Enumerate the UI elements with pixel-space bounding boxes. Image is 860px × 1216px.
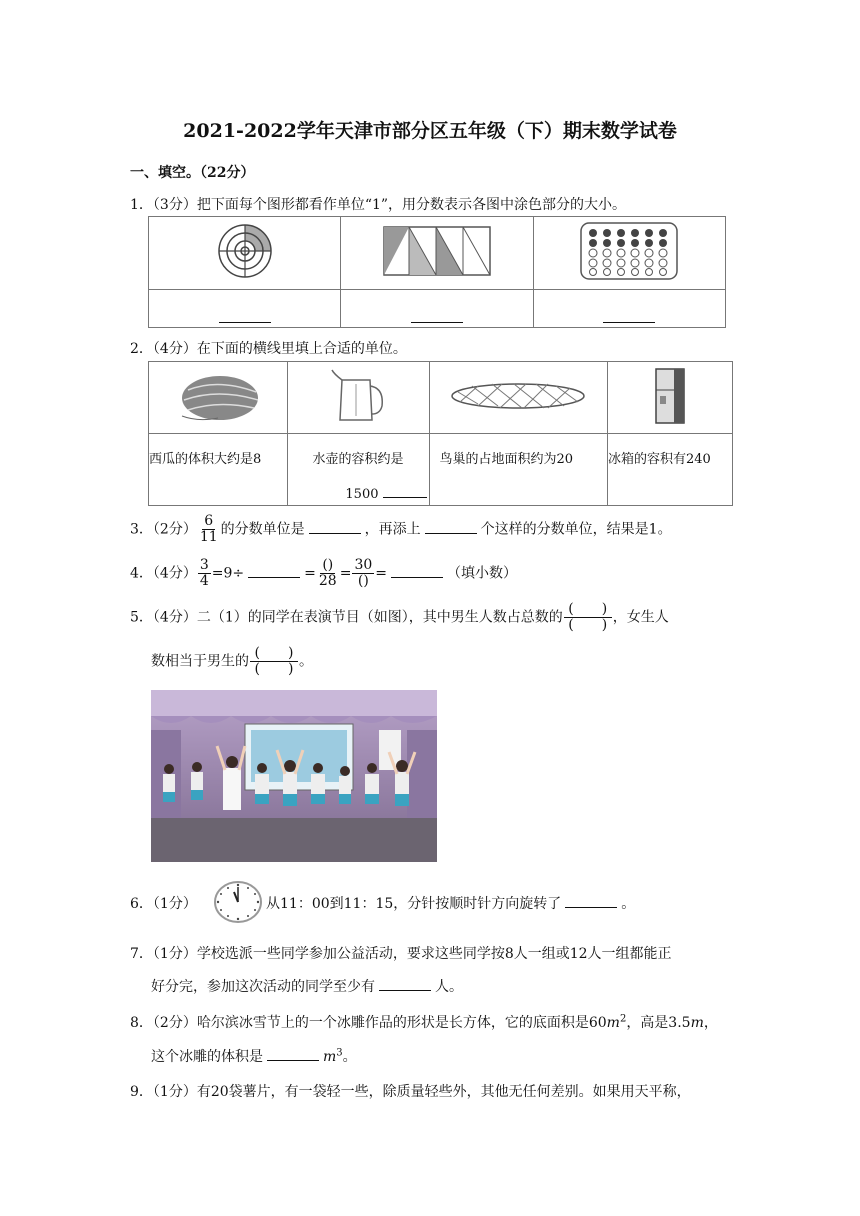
cell-text: 西瓜的体积大约是8 xyxy=(149,452,262,467)
question-3 xyxy=(130,514,672,545)
question-text: （1分）有20袋薯片，有一袋轻一些，除质量轻些外，其他无任何差别。如果用天平称， xyxy=(152,1084,691,1100)
fraction[interactable]: $\frac{()}{28}$ xyxy=(318,557,337,589)
question-text: （4分）在下面的横线里填上合适的单位。 xyxy=(152,341,407,357)
question-text: （1分）学校选派一些同学参加公益活动，要求这些同学按8人一组或12人一组都能正 xyxy=(152,946,672,962)
question-5-line-2 xyxy=(151,646,313,677)
answer-blank[interactable] xyxy=(248,563,300,578)
question-text: （3分）把下面每个图形都看作单位“1”，用分数表示各图中涂色部分的大小。 xyxy=(152,197,627,213)
fraction: $\frac{3}{4}$ xyxy=(199,557,209,589)
q2-cell-kettle[interactable] xyxy=(287,434,429,506)
performance-photo xyxy=(151,690,437,862)
question-number: 5． xyxy=(130,609,153,626)
refrigerator-icon xyxy=(608,362,733,434)
question-score: （2分） xyxy=(152,521,197,538)
exponent: 3 xyxy=(336,1047,343,1059)
question-number: 8． xyxy=(130,1015,153,1031)
question-text: ，女生人 xyxy=(612,609,669,626)
birds-nest-icon xyxy=(429,362,608,434)
question-number: 4． xyxy=(130,565,153,582)
heart-grid-icon xyxy=(533,217,725,290)
watermelon-icon xyxy=(149,362,288,434)
triangle-rectangle-icon xyxy=(341,217,533,290)
question-text: 从11：00到11：15，分针按顺时针方向旋转了 xyxy=(266,896,562,912)
answer-cell[interactable] xyxy=(149,290,341,328)
cell-text: 冰箱的容积有240 xyxy=(608,452,711,467)
question-4 xyxy=(130,558,517,589)
answer-blank[interactable] xyxy=(267,1046,319,1061)
answer-cell[interactable] xyxy=(341,290,533,328)
question-text: 个这样的分数单位，结果是1。 xyxy=(480,521,672,538)
question-number: 7． xyxy=(130,946,153,962)
q2-cell-watermelon[interactable] xyxy=(149,434,288,506)
question-number: 3． xyxy=(130,521,153,538)
q1-figure-table xyxy=(148,216,726,328)
answer-blank[interactable] xyxy=(309,519,361,534)
question-5 xyxy=(130,602,669,633)
clock-icon xyxy=(213,880,263,928)
fraction[interactable]: $\frac{30}{()}$ xyxy=(354,557,373,589)
q2-cell-fridge[interactable] xyxy=(608,434,733,506)
question-score: （4分） xyxy=(152,565,197,582)
answer-blank[interactable] xyxy=(425,519,477,534)
question-text: ，再添上 xyxy=(364,521,421,538)
question-text: 这个冰雕的体积是 xyxy=(151,1049,263,1065)
question-text: （2分）哈尔滨冰雪节上的一个冰雕作品的形状是长方体，它的底面积是60 xyxy=(152,1015,607,1031)
answer-blank[interactable] xyxy=(379,976,431,991)
equation-text: = xyxy=(375,565,387,582)
question-text: ，高是3.5 xyxy=(626,1015,691,1031)
answer-blank[interactable] xyxy=(391,563,443,578)
unit: m xyxy=(323,1049,337,1065)
section-heading: 一、填空。（22分） xyxy=(130,165,255,181)
question-2 xyxy=(130,338,407,358)
question-7 xyxy=(130,943,672,963)
equation-text: =9÷ xyxy=(211,565,245,582)
fraction: $\frac{6}{11}$ xyxy=(199,513,218,545)
fraction-blank[interactable]: $\frac{( )}{( )}$ xyxy=(564,602,612,633)
question-number: 6． xyxy=(130,896,153,912)
q2-cell-nest[interactable] xyxy=(429,434,608,506)
question-8-line-2 xyxy=(151,1046,357,1066)
question-text: 。 xyxy=(299,653,313,670)
question-note: （填小数） xyxy=(447,565,517,582)
question-6-text xyxy=(266,893,635,913)
unit: m xyxy=(606,1015,620,1031)
q2-unit-table xyxy=(148,361,733,506)
question-7-line-2 xyxy=(151,976,463,996)
question-text: 数相当于男生的 xyxy=(151,653,249,670)
answer-cell[interactable] xyxy=(533,290,725,328)
question-text: 好分完，参加这次活动的同学至少有 xyxy=(151,979,375,995)
fraction-blank[interactable]: $\frac{( )}{( )}$ xyxy=(250,646,298,677)
question-text: ， xyxy=(703,1015,718,1031)
question-text: （4分）二（1）的同学在表演节目（如图），其中男生人数占总数的 xyxy=(152,609,563,626)
question-text: 人。 xyxy=(435,979,463,995)
unit: m xyxy=(690,1015,704,1031)
question-text: 的分数单位是 xyxy=(220,521,305,538)
question-number: 2． xyxy=(130,341,153,357)
question-8 xyxy=(130,1012,718,1032)
page-title: 2021-2022学年天津市部分区五年级（下）期末数学试卷 xyxy=(183,120,677,142)
exponent: 2 xyxy=(619,1013,627,1025)
question-score: （1分） xyxy=(152,896,197,912)
question-number: 1． xyxy=(130,197,153,213)
equation-text: = xyxy=(304,565,316,582)
equation-text: = xyxy=(339,565,352,582)
question-number: 9． xyxy=(130,1084,153,1100)
cell-text: 鸟巢的占地面积约为20 xyxy=(439,452,574,467)
cell-value: 1500 xyxy=(345,487,379,502)
kettle-icon xyxy=(287,362,429,434)
answer-blank[interactable] xyxy=(565,893,617,908)
target-circle-icon xyxy=(149,217,341,290)
question-6 xyxy=(130,893,197,913)
question-text: 。 xyxy=(621,896,636,912)
question-text: 。 xyxy=(342,1049,357,1065)
question-1 xyxy=(130,194,626,214)
question-9 xyxy=(130,1081,691,1101)
cell-text: 水壶的容积约是 xyxy=(312,452,404,467)
